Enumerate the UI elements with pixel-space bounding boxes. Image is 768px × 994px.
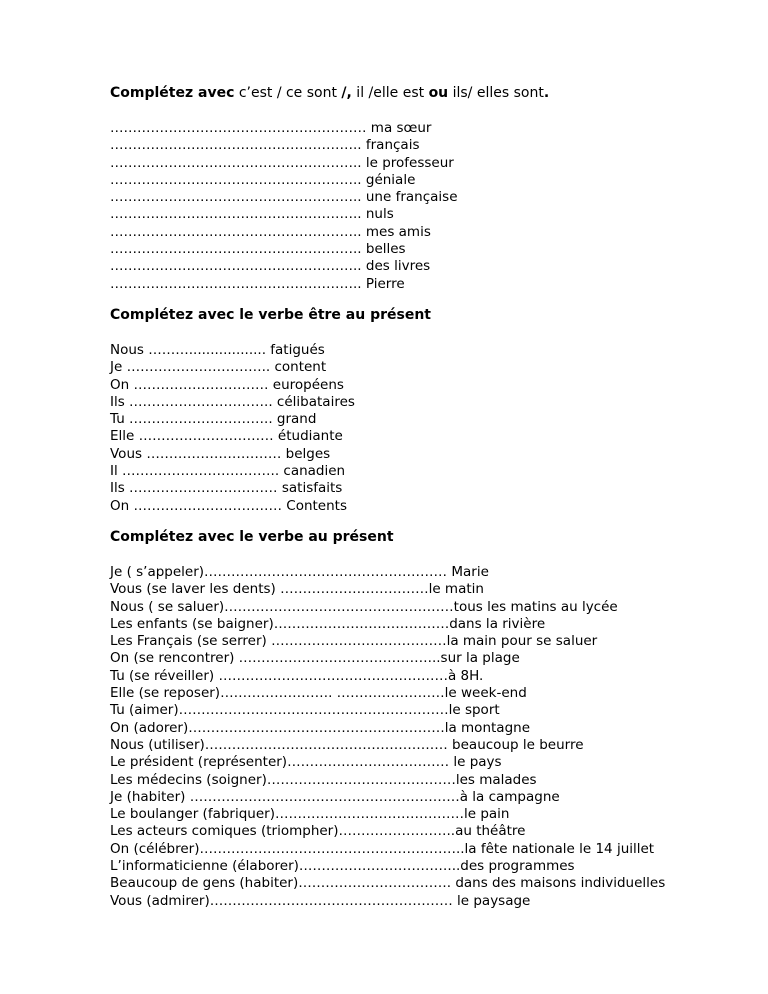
- exercise-line: On ………………………… européens: [110, 376, 344, 393]
- exercise-line: Beaucoup de gens (habiter)……………………………. dans des maisons individuelles: [110, 875, 666, 892]
- exercise-line: Tu ………………………….. grand: [110, 411, 317, 428]
- title-part: c’est / ce sont: [234, 85, 342, 101]
- exercise-line: ……………………………………………….. une française: [110, 189, 458, 206]
- section-verbe-present: [110, 528, 730, 910]
- exercise-list-2: [110, 342, 730, 515]
- exercise-line: Ils ………………………….. célibataires: [110, 393, 355, 410]
- exercise-line: ……………………………………………….. mes amis: [110, 223, 431, 240]
- exercise-line: ………………………………………………… ma sœur: [110, 120, 432, 136]
- exercise-line: Les Français (se serrer) …………………………………la main pour se saluer: [110, 633, 598, 650]
- exercise-line: Tu (se réveiller) ……………………………………………à 8H.: [110, 667, 484, 684]
- exercise-list-1: [110, 120, 730, 293]
- exercise-line: Nous ( se saluer)……………………………………………tous les matins au lycée: [110, 598, 618, 615]
- section-etre-present: [110, 306, 730, 515]
- exercise-line: Le président (représenter)……………………………… le pays: [110, 754, 502, 771]
- section-title-2: Complétez avec le verbe être au présent: [110, 306, 431, 323]
- exercise-line: ……………………………………………….. Pierre: [110, 275, 405, 292]
- exercise-line: ……………………………………………….. belles: [110, 241, 406, 258]
- exercise-line: ……………………………………………….. français: [110, 137, 420, 154]
- exercise-line: On (célébrer)…………………………………………………..la fête nationale le 14 juillet: [110, 840, 655, 857]
- section-title-3: Complétez avec le verbe au présent: [110, 528, 394, 545]
- exercise-line: Je ( s’appeler)……………………………………………… Marie: [110, 563, 489, 580]
- exercise-line: L’informaticienne (élaborer)……………………………...des programmes: [110, 857, 575, 874]
- title-part: /,: [341, 85, 352, 101]
- exercise-line: Elle (se reposer)……………………. ……………………le week-end: [110, 685, 527, 702]
- exercise-list-3: [110, 564, 730, 910]
- exercise-line: Vous (se laver les dents) ……………………………le matin: [110, 581, 484, 598]
- exercise-line: ……………………………………………….. nuls: [110, 206, 394, 223]
- exercise-line: Ils …………………………… satisfaits: [110, 480, 343, 497]
- exercise-line: Vous (admirer)……………………………………………… le paysage: [110, 892, 531, 909]
- title-part: ils/ elles sont: [448, 85, 544, 101]
- section-cest-il-est: [110, 84, 730, 293]
- title-part: .: [543, 85, 550, 101]
- exercise-line: Je (habiter) ……………………………………………………à la campagne: [110, 788, 560, 805]
- section-title-1: [110, 84, 730, 102]
- exercise-line: Les acteurs comiques (triompher)……………………..au théâtre: [110, 823, 526, 840]
- exercise-line: Tu (aimer)……………………………………………………le sport: [110, 702, 500, 719]
- exercise-line: Nous ……….................. fatigués: [110, 341, 325, 358]
- exercise-line: ……………………………………………….. des livres: [110, 258, 431, 275]
- exercise-line: ……………………………………………….. géniale: [110, 171, 416, 188]
- title-part: ou: [428, 85, 449, 101]
- exercise-line: On …………………………… Contents: [110, 497, 347, 514]
- exercise-line: ……………………………………………….. le professeur: [110, 154, 454, 171]
- exercise-line: Le boulanger (fabriquer)……………………………………le pain: [110, 806, 510, 823]
- exercise-line: Les enfants (se baigner)…………………………………dans la rivière: [110, 615, 546, 632]
- exercise-line: Il …………………………….. canadien: [110, 463, 346, 480]
- exercise-line: On (adorer)…………………………………………………la montagne: [110, 719, 530, 736]
- exercise-line: Elle ………………………… étudiante: [110, 428, 343, 445]
- title-part: Complétez avec: [110, 85, 235, 101]
- exercise-line: Vous ………………………… belges: [110, 445, 331, 462]
- exercise-line: Les médecins (soigner)……………………………………les malades: [110, 771, 537, 788]
- exercise-line: On (se rencontrer) ……………………………………...sur la plage: [110, 650, 520, 667]
- exercise-line: Nous (utiliser)……………………………………………… beaucoup le beurre: [110, 736, 584, 753]
- worksheet: [110, 84, 730, 910]
- title-part: il /elle est: [351, 85, 429, 101]
- exercise-line: Je ………………………….. content: [110, 359, 327, 376]
